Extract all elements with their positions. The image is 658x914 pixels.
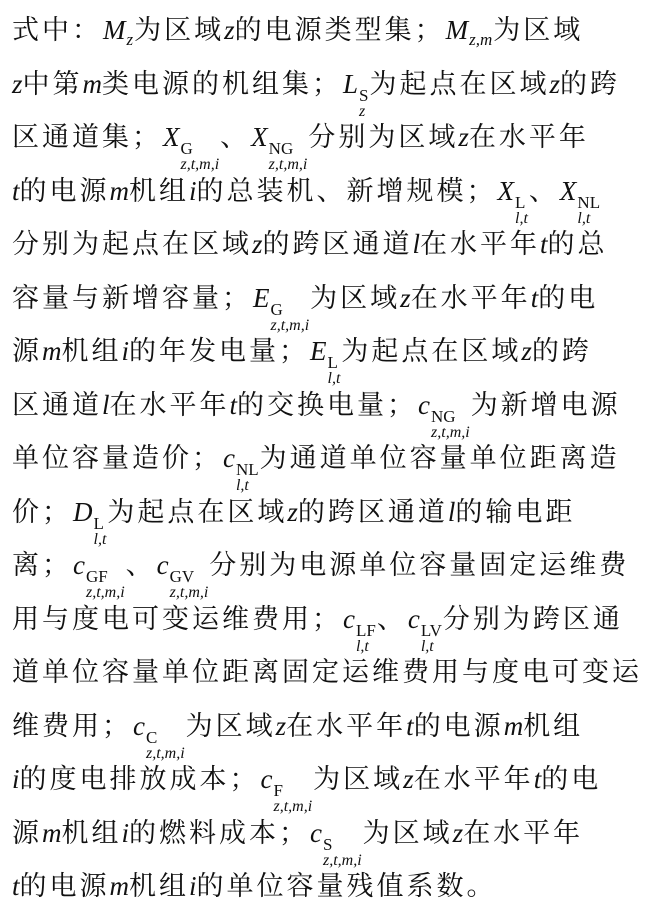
math-variable: t [406,710,414,741]
text-run: 在水平年 [286,710,407,742]
text-line [12,325,648,387]
math-variable: m [42,336,62,366]
text-run: 在水平年 [109,389,230,421]
math-variable: z [400,282,411,313]
math-scripts [271,301,310,334]
math-symbol-base: c [156,550,169,580]
math-scripts [170,568,209,601]
text-run: 的电 [538,282,599,314]
math-variable: l [447,496,456,527]
text-run: 式中： [12,15,102,46]
math-symbol-base: c [73,550,85,580]
text-run: 机组 [61,817,122,849]
math-symbol-base: E [310,336,327,366]
math-symbol [446,4,493,67]
text-run: 、 [220,122,251,153]
math-variable: z [275,710,287,741]
text-run: 在水平年 [420,229,541,260]
math-superscript: F [273,781,283,800]
math-symbol-base: c [223,443,235,473]
math-symbol-base: E [253,282,270,313]
math-scripts [86,568,125,601]
math-symbol [223,432,259,494]
math-subscript: z,t,m,i [431,423,470,441]
math-symbol [73,539,125,601]
math-scripts [431,408,470,441]
text-run: 为新增电源 [470,389,621,421]
math-superscript: GV [169,567,195,586]
math-subscript: z,t,m,i [169,584,209,601]
text-run: 为区域 [493,15,584,46]
math-symbol [251,111,307,173]
math-subscript: z [126,30,134,49]
text-run: 区通道 [12,389,102,421]
math-symbol-base: X [163,122,180,152]
math-variable: i [189,175,197,206]
text-run: 为区域 [313,764,404,795]
math-variable: z [252,229,263,259]
math-variable: t [540,229,548,259]
math-symbol-base: c [407,603,420,634]
math-variable: i [12,764,20,794]
text-run: 的电源 [19,175,110,207]
math-subscript: z,t,m,i [273,798,313,815]
math-superscript: L [327,353,338,372]
math-symbol [310,807,362,869]
math-variable: i [121,336,130,366]
math-symbol [253,272,309,334]
text-line [12,807,648,869]
text-run: 机组 [523,710,584,742]
text-run: 分别为起点在区域 [12,229,252,260]
text-run: 的总 [547,229,608,260]
math-symbol-base: c [418,389,431,420]
math-symbol [498,165,528,227]
math-symbol-base: c [133,710,145,741]
text-run: 在水平年 [410,282,531,314]
math-symbol [343,58,369,120]
math-scripts [328,354,341,387]
math-variable: z [452,817,464,848]
text-run: 价； [12,496,72,528]
math-symbol-base: c [310,817,322,848]
math-variable: t [12,871,20,901]
text-run: 分别为区域 [308,122,459,153]
text-run: 的输电距 [455,496,576,528]
text-run: 为通道单位容量单位距离造 [259,443,620,474]
math-variable: t [229,389,238,420]
math-scripts [236,461,259,494]
math-symbol-base: M [445,15,469,45]
math-superscript: NL [235,460,259,479]
variable-definitions-paragraph [12,4,648,914]
text-line [12,486,648,548]
math-symbol-base: c [343,603,355,634]
math-symbol [343,593,376,655]
math-variable: l [412,229,421,259]
math-variable: z [287,496,298,527]
text-line [12,111,648,173]
math-symbol [103,4,133,67]
math-subscript: l,t [577,209,591,227]
math-variable: l [102,389,110,420]
math-symbol [133,700,185,762]
math-subscript: z,t,m,i [270,316,310,334]
text-run: 的燃料成本； [129,817,310,849]
math-symbol [560,165,600,227]
math-symbol-base: X [251,122,268,152]
text-run: 的跨区通道 [262,229,413,260]
text-run: 单位容量造价； [12,443,222,474]
math-variable: z [224,15,235,45]
math-variable: t [530,282,539,313]
text-run: 的跨 [560,68,621,100]
text-run: 区通道集； [12,122,162,153]
math-subscript: z,t,m,i [323,851,362,869]
text-run: 源 [12,336,42,367]
math-superscript: L [515,192,526,212]
text-run: 为区域 [362,817,453,849]
text-run: 在水平年 [463,817,584,849]
text-run: 的总装机、新增规模； [196,175,497,207]
text-run: 机组 [129,175,190,207]
math-subscript: l,t [327,370,341,387]
text-run: 的单位容量残值系数。 [196,871,497,902]
text-line [12,218,648,272]
math-scripts [577,194,600,227]
text-run: 机组 [61,336,122,367]
math-variable: m [82,68,103,99]
math-scripts [323,836,362,869]
text-run: 的交换电量； [237,389,418,421]
text-run: 的跨 [531,336,592,367]
math-symbol [163,111,219,173]
math-subscript: z [359,102,366,120]
math-symbol-base: c [260,764,273,794]
math-superscript: S [323,834,333,854]
math-symbol-base: X [497,175,515,206]
text-run: 、 [376,603,407,635]
text-run: 的电源 [19,871,110,902]
math-superscript: L [93,513,104,533]
text-run: 的电 [541,764,602,795]
math-subscript: l,t [235,477,249,494]
math-subscript: l,t [420,637,434,655]
math-subscript: z,t,m,i [180,156,220,173]
text-run: 用与度电可变运维费用； [12,603,342,635]
text-run: 的度电排放成本； [19,764,260,795]
math-superscript: GF [85,567,108,586]
text-line [12,165,648,227]
math-scripts [274,782,313,815]
math-superscript: NG [431,406,456,426]
math-symbol-base: D [73,496,93,527]
math-subscript: l,t [355,637,369,655]
text-run: 分别为电源单位容量固定运维费 [209,550,630,581]
text-run: 为起点在区域 [107,496,288,528]
text-run: 在水平年 [413,764,534,795]
text-run: 为起点在区域 [341,336,522,367]
math-variable: m [109,175,130,206]
math-variable: i [189,871,197,901]
text-run: 、 [125,550,156,581]
text-run: 的跨区通道 [297,496,448,528]
text-line [12,432,648,494]
text-run: 为区域 [185,710,276,742]
math-variable: t [533,764,542,794]
text-run: 类电源的机组集； [102,68,343,100]
text-run: 机组 [129,871,190,902]
math-symbol [310,325,340,387]
math-scripts [515,194,528,227]
text-run: 维费用； [12,710,132,742]
text-line [12,700,648,762]
math-subscript: l,t [515,209,528,227]
text-run: 为起点在区域 [369,68,550,100]
math-scripts [356,622,376,655]
math-superscript: G [270,299,283,319]
text-run: 为区域 [310,282,401,314]
math-variable: z [403,764,414,794]
text-line [12,272,648,334]
math-superscript: G [180,139,193,158]
math-superscript: NG [268,139,294,158]
math-variable: m [42,817,62,848]
text-line [12,4,648,58]
text-line [12,646,648,700]
math-symbol [157,539,209,601]
text-run: 道单位容量单位距离固定运维费用与度电可变运 [12,657,642,688]
math-variable: z [12,68,23,99]
math-superscript: C [145,727,158,747]
math-subscript: z,t,m,i [85,584,125,601]
math-subscript: z,t,m,i [268,156,308,173]
math-scripts [181,140,220,173]
text-run: 在水平年 [468,122,589,153]
math-scripts [359,87,368,120]
math-subscript: l,t [93,530,107,548]
text-line [12,753,648,815]
math-subscript: z,m [469,30,493,49]
math-symbol [418,379,470,441]
text-run: 中第 [22,68,83,100]
text-run: 的电源 [413,710,504,742]
text-run: 源 [12,817,42,849]
math-variable: z [549,68,561,99]
math-symbol-base: M [103,15,126,45]
math-symbol [408,593,442,655]
math-scripts [146,729,185,762]
math-subscript: z,t,m,i [145,744,185,762]
math-symbol-base: L [343,68,359,99]
text-run: 为区域 [134,15,225,46]
math-variable: t [12,175,20,206]
math-scripts [421,622,442,655]
math-superscript: LF [355,620,376,640]
math-superscript: LV [420,620,442,640]
math-symbol [261,753,313,815]
math-variable: m [503,710,524,741]
math-scripts [269,140,308,173]
text-run: 容量与新增容量； [12,282,252,314]
text-run: 分别为跨区通 [442,603,623,635]
math-superscript: S [359,85,369,105]
text-run: 离； [12,550,72,581]
math-variable: z [521,336,532,366]
math-variable: i [121,817,130,848]
math-variable: m [109,871,130,901]
math-symbol-base: X [559,175,577,206]
text-run: 的年发电量； [129,336,310,367]
math-superscript: NL [577,192,601,212]
text-run: 、 [528,175,559,207]
math-variable: z [458,122,469,152]
text-line [12,539,648,601]
text-run: 的电源类型集； [234,15,445,46]
